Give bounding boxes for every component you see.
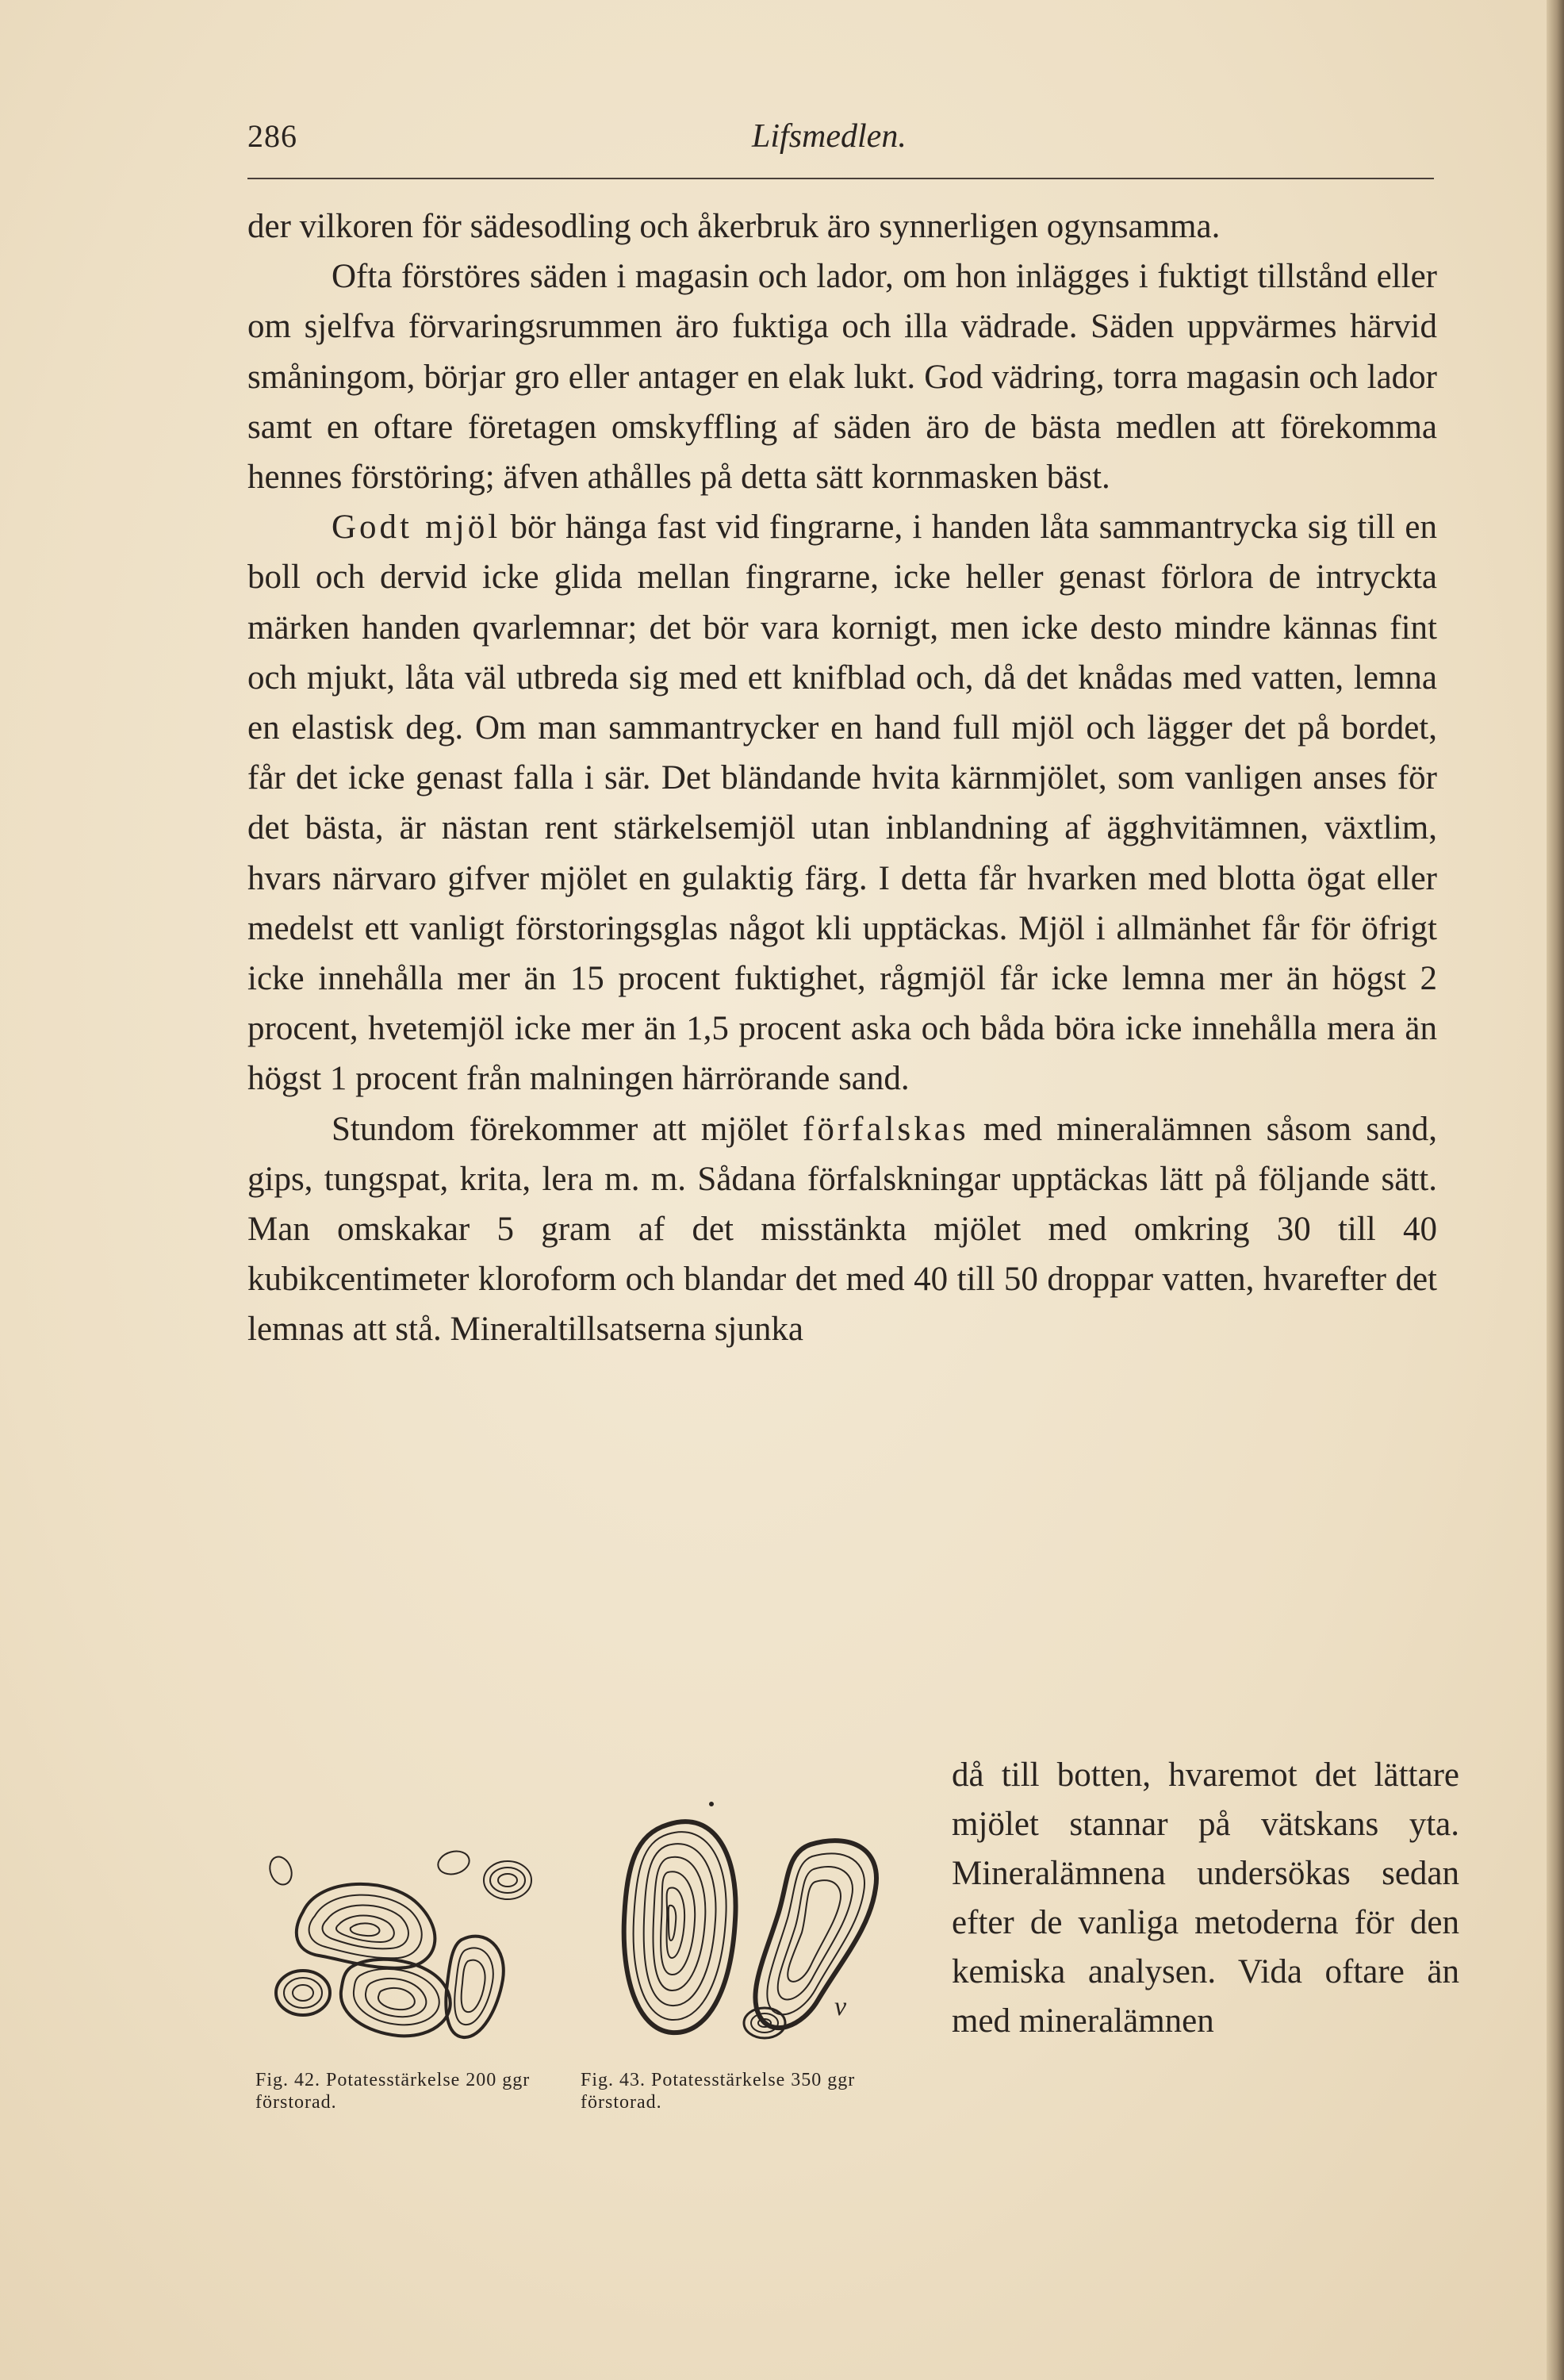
running-title: Lifsmedlen. — [752, 118, 907, 155]
figure-43-caption: Fig. 43. Potatesstärkelse 350 ggr förstorad. — [581, 2070, 856, 2113]
figures — [247, 1801, 945, 2134]
figure-42-caption: Fig. 42. Potatesstärkelse 200 ggr förstorad. — [255, 2070, 531, 2113]
page-header — [247, 111, 1437, 167]
paragraph-4-wrap: då till botten, hvaremot det lättare mjölet stannar på vätskans yta. Mineralämnena undersökas sedan efter de vanliga metoderna för den kemiska analysen. Vida oftare än med mineralämnen — [952, 1756, 1459, 2040]
starch-grains-illustration — [581, 1801, 922, 2063]
figure-42 — [255, 1801, 557, 2113]
paragraph-4-text-b: med mineralämnen såsom sand, gips, tungspat, krita, lera m. m. Sådana förfalskningar upptäckas lätt på följande sätt. Man omskakar 5 gram af det misstänkta mjölet med omkring 30 till 40 kubikcentimeter kloroform och blandar det med 40 till 50 droppar vatten, hvarefter det lemnas att stå. Mineraltillsatserna sjunka — [247, 1110, 1437, 1349]
figure-43-label: v — [834, 1992, 847, 2021]
figure-43 — [581, 1801, 930, 2113]
page-edge — [1547, 0, 1564, 2380]
spaced-term: Godt mjöl — [332, 509, 501, 547]
header-rule — [247, 178, 1434, 179]
body-text — [247, 202, 1437, 1355]
paragraph-3-text: bör hänga fast vid fingrarne, i handen låta sammantrycka sig till en boll och dervid icke glida mellan fingrarne, icke heller genast förlora de intryckta märken handen qvarlemnar; det bör vara kornigt, men icke desto mindre kännas fint och mjukt, låta väl utbreda sig med ett knifblad och, då det knådas med vatten, lemna en elastisk deg. Om man sammantrycker en hand full mjöl och lägger det på bordet, får det icke genast falla i sär. Det bländande hvita kärnmjölet, som vanligen anses för det bästa, är nästan rent stärkelsemjöl utan inblandning af ägghvitämnen, växtlim, hvars närvaro gifver mjölet en gulaktig färg. I detta får hvarken med blotta ögat eller medelst ett vanligt förstoringsglas något kli upptäckas. Mjöl i allmänhet får för öfrigt icke innehålla mer än 15 procent fuktighet, rågmjöl får icke lemna mer än högst 2 procent, hvetemjöl icke mer än 1,5 procent aska och båda böra icke innehålla mera än högst 1 procent från malningen härrörande sand. — [247, 509, 1438, 1098]
starch-grains-illustration — [255, 1801, 549, 2063]
paragraph-2: Ofta förstöres säden i magasin och lador, om hon inlägges i fuktigt tillstånd eller om sjelfva förvaringsrummen äro fuktiga och illa vädrade. Säden uppvärmes härvid småningom, börjar gro eller antager en elak lukt. God vädring, torra magasin och lador samt en oftare företagen omskyffling af säden äro de bästa medlen att förekomma hennes förstöring; äfven athålles på detta sätt kornmasken bäst. — [247, 258, 1437, 497]
paragraph-4 — [247, 1104, 1437, 1355]
page-number: 286 — [247, 118, 297, 154]
paragraph-1: der vilkoren för sädesodling och åkerbruk äro synnerligen ogynsamma. — [247, 208, 1221, 245]
paragraph-3 — [247, 502, 1437, 1104]
spaced-term: förfalskas — [803, 1110, 969, 1148]
paragraph-4-text-a: Stundom förekommer att mjölet — [332, 1110, 803, 1148]
